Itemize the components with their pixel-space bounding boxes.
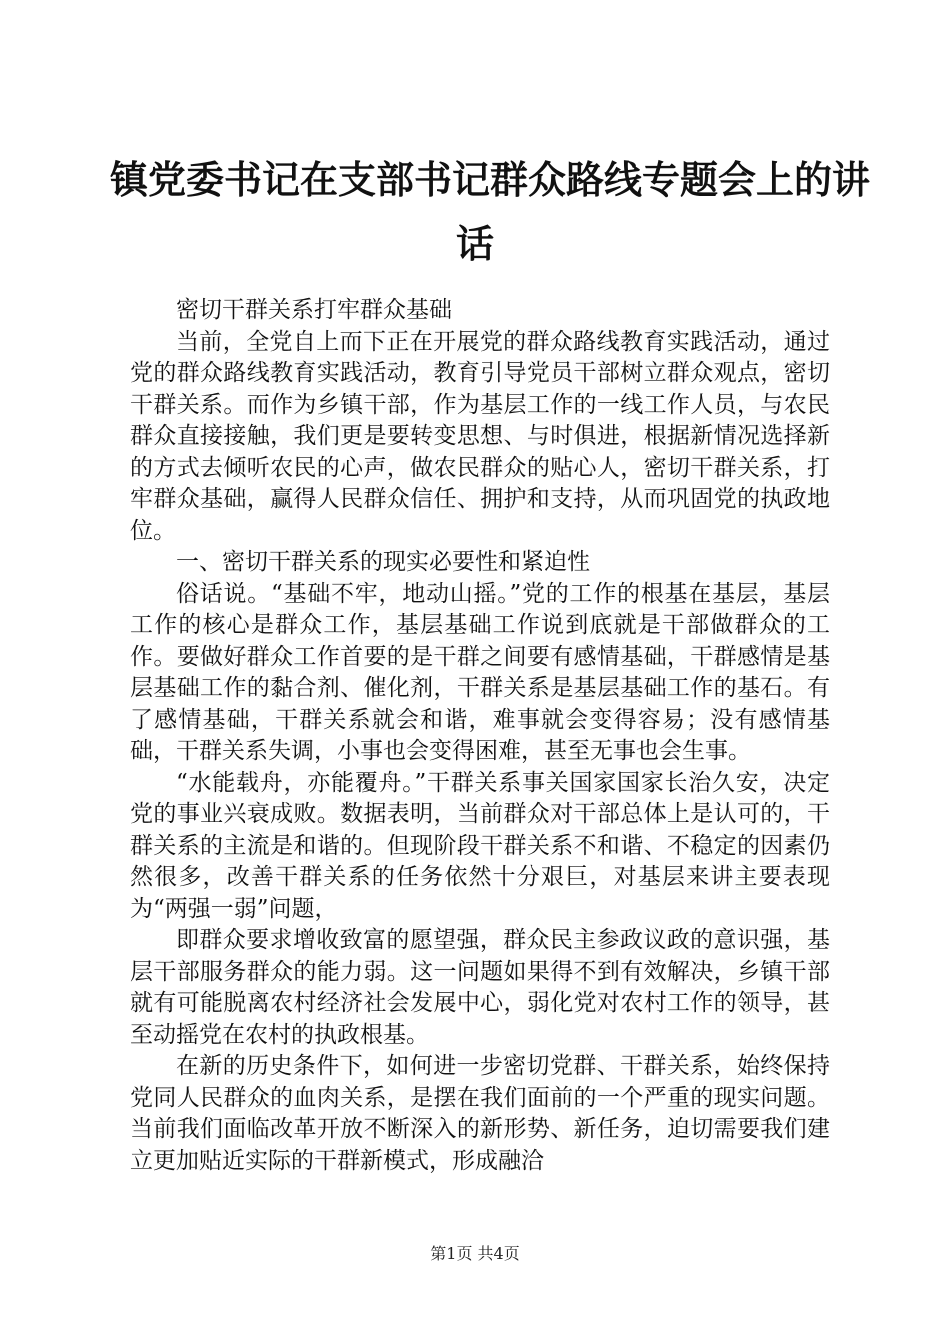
body-paragraph: “水能载舟，亦能覆舟。”干群关系事关国家国家长治久安，决定党的事业兴衰成败。数据表明，当前群众对干部总体上是认可的，干群关系的主流是和谐的。但现阶段干群关系不和谐、不稳定的因素仍然很多，改善干群关系的任务依然十分艰巨，对基层来讲主要表现为“两强一弱”问题， bbox=[130, 769, 830, 922]
document-body bbox=[130, 295, 830, 1177]
section-heading: 一、密切干群关系的现实必要性和紧迫性 bbox=[176, 549, 590, 575]
subtitle-paragraph: 密切干群关系打牢群众基础 bbox=[176, 297, 452, 323]
body-paragraph: 当前，全党自上而下正在开展党的群众路线教育实践活动，通过党的群众路线教育实践活动，教育引导党员干部树立群众观点，密切干群关系。而作为乡镇干部，作为基层工作的一线工作人员，与农民群众直接接触，我们更是要转变思想、与时俱进，根据新情况选择新的方式去倾听农民的心声，做农民群众的贴心人，密切干群关系，打牢群众基础，赢得人民群众信任、拥护和支持，从而巩固党的执政地位。 bbox=[130, 328, 830, 544]
page-title-line-2: 话 bbox=[455, 221, 494, 266]
body-paragraph: 即群众要求增收致富的愿望强，群众民主参政议政的意识强，基层干部服务群众的能力弱。这一问题如果得不到有效解决，乡镇干部就有可能脱离农村经济社会发展中心，弱化党对农村工作的领导，甚至动摇党在农村的执政根基。 bbox=[130, 927, 830, 1048]
page-title-line-1: 镇党委书记在支部书记群众路线专题会上的讲 bbox=[110, 157, 871, 202]
body-paragraph: 俗话说。“基础不牢，地动山摇。”党的工作的根基在基层，基层工作的核心是群众工作，基层基础工作说到底就是干部做群众的工作。要做好群众工作首要的是干群之间要有感情基础，干群感情是基层基础工作的黏合剂、催化剂，干群关系是基层基础工作的基石。有了感情基础，干群关系就会和谐，难事就会变得容易；没有感情基础，干群关系失调，小事也会变得困难，甚至无事也会生事。 bbox=[130, 580, 830, 764]
body-paragraph: 在新的历史条件下，如何进一步密切党群、干群关系，始终保持党同人民群众的血肉关系，是摆在我们面前的一个严重的现实问题。当前我们面临改革开放不断深入的新形势、新任务，迫切需要我们建立更加贴近实际的干群新模式，形成融洽 bbox=[130, 1053, 830, 1174]
page-number-footer: 第1页 共4页 bbox=[430, 1244, 520, 1263]
